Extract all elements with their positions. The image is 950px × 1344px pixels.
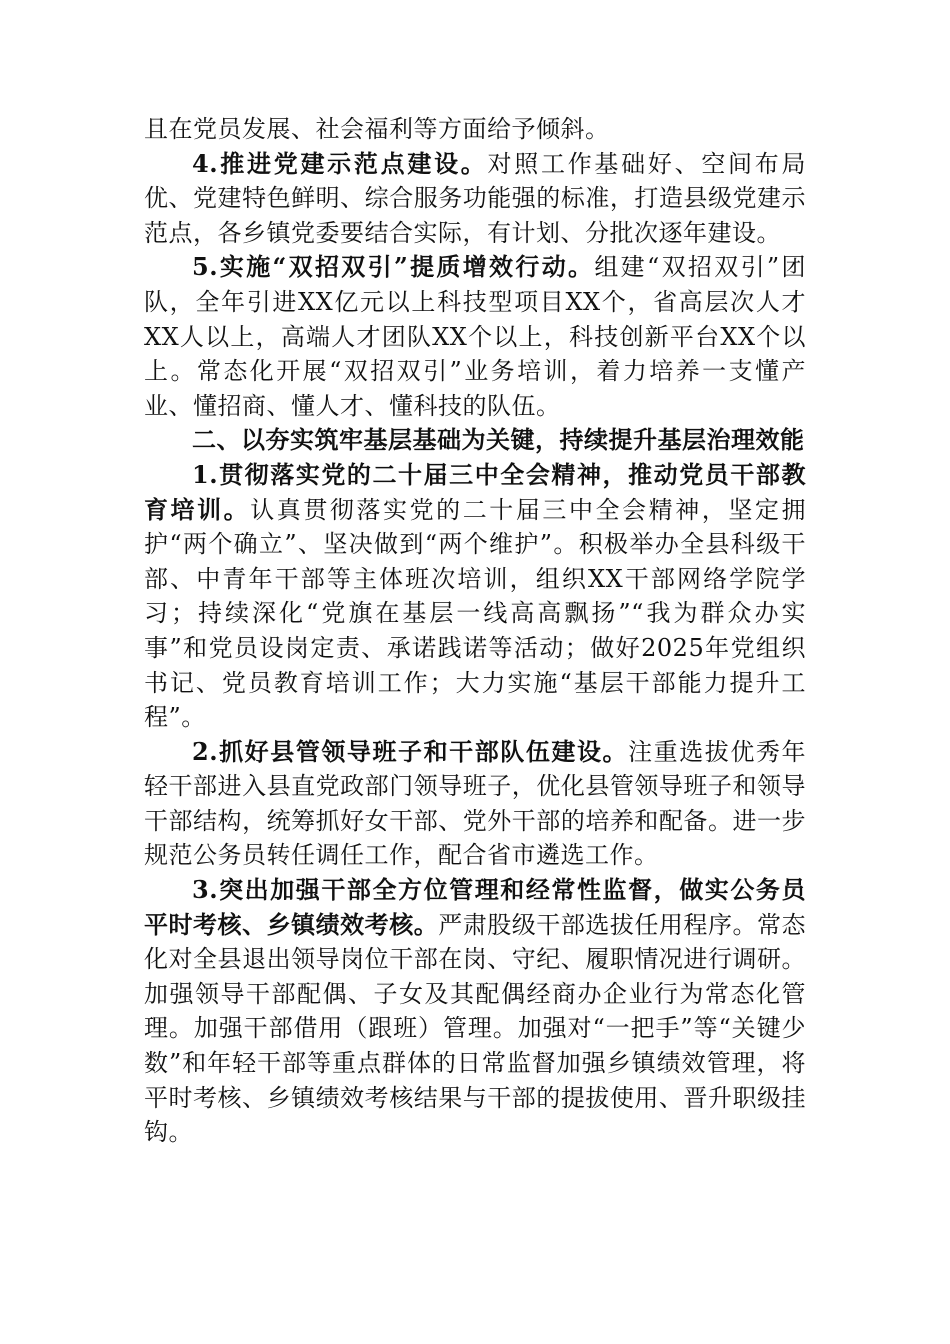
item-heading: 5.实施“双招双引”提质增效行动。 xyxy=(192,252,595,282)
paragraph-text: 注重选拔优秀年轻干部进入县直党政部门领导班子，优化县管领导班子和领导干部结构，统筹抓好女干部、党外干部的培养和配备。进一步规范公务员转任调任工作，配合省市遴选工作。 xyxy=(144,737,806,870)
paragraph-item-4 xyxy=(144,147,806,251)
paragraph-text: 组建“双招双引”团队，全年引进XX亿元以上科技型项目XX个，省高层次人才XX人以上，高端人才团队XX个以上，科技创新平台XX个以上。常态化开展“双招双引”业务培训，着力培养一支懂产业、懂招商、懂人才、懂科技的队伍。 xyxy=(144,253,806,420)
section-heading-2: 二、以夯实筑牢基层基础为关键，持续提升基层治理效能 xyxy=(192,425,805,455)
item-heading: 1.贯彻落实党的二十届三中全会精神，推动党员干部教育培训。 xyxy=(144,459,806,524)
paragraph-item-2 xyxy=(144,735,806,873)
paragraph-item-3 xyxy=(144,873,806,1150)
document-body xyxy=(144,112,806,1150)
item-heading: 2.抓好县管领导班子和干部队伍建设。 xyxy=(192,736,629,766)
paragraph-text: 认真贯彻落实党的二十届三中全会精神，坚定拥护“两个确立”、坚决做到“两个维护”。积极举办全县科级干部、中青年干部等主体班次培训，组织XX干部网络学院学习；持续深化“党旗在基层一线高高飘扬”“我为群众办实事”和党员设岗定责、承诺践诺等活动；做好2025年党组织书记、党员教育培训工作；大力实施“基层干部能力提升工程”。 xyxy=(144,495,806,732)
paragraph-item-1 xyxy=(144,458,806,735)
paragraph-text: 对照工作基础好、空间布局优、党建特色鲜明、综合服务功能强的标准，打造县级党建示范点，各乡镇党委要结合实际，有计划、分批次逐年建设。 xyxy=(144,149,806,247)
paragraph-continuation xyxy=(144,112,806,147)
paragraph-text: 严肃股级干部选拔任用程序。常态化对全县退出领导岗位干部在岗、守纪、履职情况进行调研。加强领导干部配偶、子女及其配偶经商办企业行为常态化管理。加强干部借用（跟班）管理。加强对“一把手”等“关键少数”和年轻干部等重点群体的日常监督加强乡镇绩效管理，将平时考核、乡镇绩效考核结果与干部的提拔使用、晋升职级挂钩。 xyxy=(144,910,807,1147)
item-heading: 3.突出加强干部全方位管理和经常性监督，做实公务员平时考核、乡镇绩效考核。 xyxy=(144,875,806,939)
paragraph-text: 且在党员发展、社会福利等方面给予倾斜。 xyxy=(144,115,610,143)
item-heading: 4.推进党建示范点建设。 xyxy=(192,148,488,178)
paragraph-item-5 xyxy=(144,250,806,423)
